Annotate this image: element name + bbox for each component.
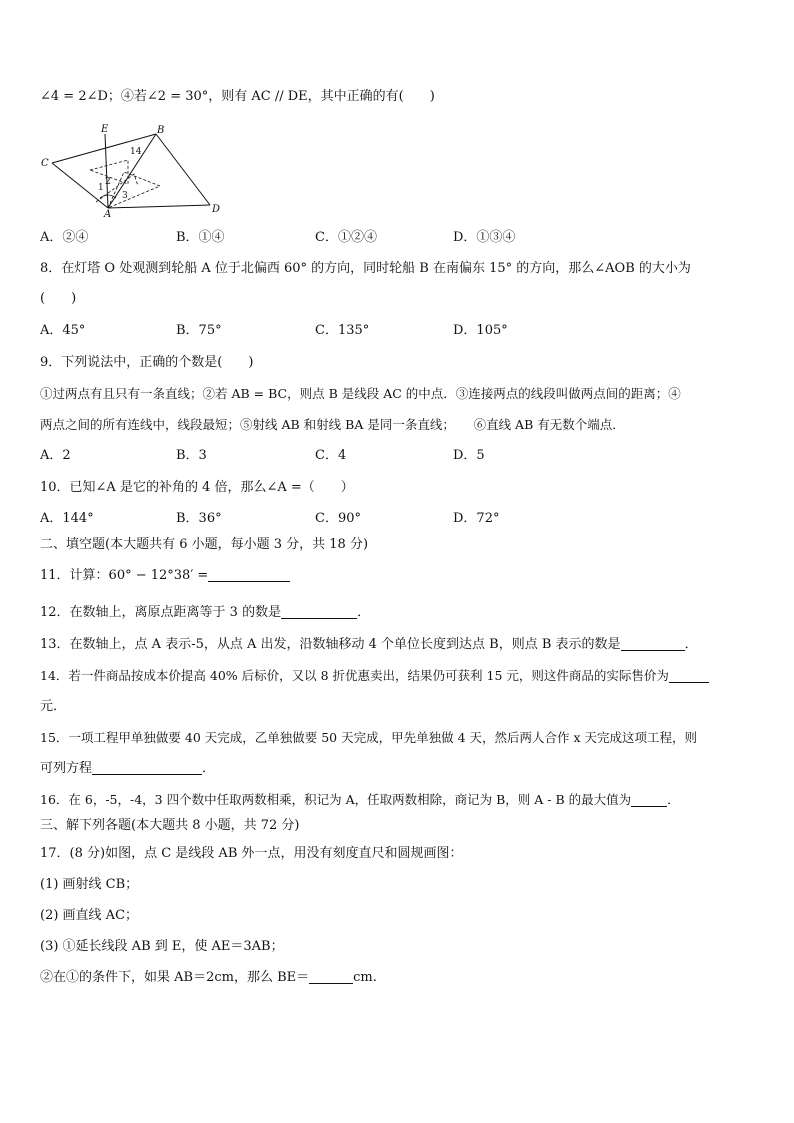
- q15-answer-blank[interactable]: [92, 760, 202, 775]
- q16-end: ．: [667, 792, 680, 807]
- label-C: C: [41, 158, 49, 169]
- q10-option-d[interactable]: D．72°: [453, 511, 500, 526]
- q8-option-a[interactable]: A．45°: [40, 323, 86, 338]
- q14-line2: 元．: [40, 699, 67, 714]
- q15-text: 可列方程: [40, 761, 93, 776]
- q15-line1: 15．一项工程甲单独做要 40 天完成，乙单独做要 50 天完成，甲先单独做 4 天，然后两人合作 x 天完成这项工程，则: [40, 730, 698, 745]
- q10-option-a[interactable]: A．144°: [40, 511, 94, 526]
- segment-AE: [105, 134, 108, 208]
- segment-AD: [108, 205, 210, 208]
- q15-line2: [40, 760, 215, 778]
- q13-answer-blank[interactable]: [621, 636, 685, 651]
- label-angle-1: 1: [98, 183, 104, 193]
- q12: [40, 604, 370, 622]
- q10-stem: 10．已知∠A 是它的补角的 4 倍，那么∠A =（ ）: [40, 480, 354, 495]
- q7-option-c[interactable]: C．①②④: [315, 230, 377, 245]
- q8-option-d[interactable]: D．105°: [453, 323, 508, 338]
- dashed-triangle-2: [108, 172, 160, 208]
- label-angle-2: 2: [105, 177, 111, 187]
- q10-option-c[interactable]: C．90°: [315, 511, 361, 526]
- q8-stem: 8．在灯塔 O 处观测到轮船 A 位于北偏西 60° 的方向，同时轮船 B 在南偏东 15° 的方向，那么∠AOB 的大小为: [40, 261, 691, 276]
- q17-part4-text: ②在①的条件下，如果 AB＝2cm，那么 BE＝: [40, 970, 310, 985]
- q11-answer-blank[interactable]: [208, 567, 290, 582]
- q11-text: 11．计算：60° − 12°38′ =: [40, 568, 209, 583]
- q17-stem: 17．(8 分)如图，点 C 是线段 AB 外一点，用没有刻度直尺和圆规画图：: [40, 846, 463, 861]
- segment-BD: [156, 134, 210, 205]
- q17-part4-end: cm.: [353, 970, 377, 985]
- q8-option-c[interactable]: C．135°: [315, 323, 370, 338]
- q16: [40, 791, 680, 809]
- q8-stem-paren: ( ): [40, 291, 77, 306]
- q12-end: ．: [357, 605, 371, 620]
- q17-part1: (1) 画射线 CB；: [40, 877, 139, 892]
- q10-option-b[interactable]: B．36°: [176, 511, 222, 526]
- q11: [40, 567, 290, 585]
- q13-end: ．: [684, 637, 698, 652]
- q17-part3: (3) ①延长线段 AB 到 E，使 AE＝3AB；: [40, 939, 284, 954]
- label-A: A: [104, 209, 112, 218]
- q13: [40, 636, 698, 654]
- q9-statements-line2: 两点之间的所有连线中，线段最短；⑤射线 AB 和射线 BA 是同一条直线； ⑥直线 AB 有无数个端点．: [40, 417, 625, 432]
- q17-part4: [40, 969, 377, 987]
- q14-answer-blank[interactable]: [669, 668, 709, 683]
- q9-statements-line1: ①过两点有且只有一条直线；②若 AB = BC，则点 B 是线段 AC 的中点．③连接两点的线段叫做两点间的距离；④: [40, 386, 681, 401]
- q14-text: 14．若一件商品按成本价提高 40% 后标价，又以 8 折优惠卖出，结果仍可获利 15 元，则这件商品的实际售价为: [40, 668, 669, 683]
- q12-text: 12．在数轴上，离原点距离等于 3 的数是: [40, 605, 282, 620]
- label-angle-14: 14: [130, 147, 142, 157]
- section-2-heading: 二、填空题(本大题共有 6 小题，每小题 3 分，共 18 分): [40, 537, 369, 552]
- q9-option-a[interactable]: A．2: [40, 448, 71, 463]
- q16-text: 16．在 6，-5，-4，3 四个数中任取两数相乘，积记为 A，任取两数相除，商记为 B，则 A - B 的最大值为: [40, 792, 632, 807]
- label-angle-3: 3: [122, 191, 128, 201]
- q16-answer-blank[interactable]: [631, 792, 667, 807]
- q17-answer-blank[interactable]: [309, 969, 353, 984]
- q17-part2: (2) 画直线 AC；: [40, 908, 139, 923]
- q8-option-b[interactable]: B．75°: [176, 323, 222, 338]
- q7-geometry-figure: [38, 122, 238, 218]
- q7-option-b[interactable]: B．①④: [176, 230, 225, 245]
- q7-stem-tail: ∠4 = 2∠D；④若∠2 = 30°，则有 AC // DE，其中正确的有( ): [40, 89, 435, 104]
- q7-option-d[interactable]: D．①③④: [453, 230, 516, 245]
- label-D: D: [212, 204, 221, 215]
- q9-stem: 9．下列说法中，正确的个数是( ): [40, 355, 254, 370]
- q15-end: ．: [202, 761, 216, 776]
- q9-option-c[interactable]: C．4: [315, 448, 347, 463]
- q14-line1: [40, 667, 709, 685]
- q7-option-a[interactable]: A．②④: [40, 230, 89, 245]
- label-B: B: [157, 125, 165, 136]
- section-3-heading: 三、解下列各题(本大题共 8 小题，共 72 分): [40, 818, 300, 833]
- q12-answer-blank[interactable]: [281, 604, 357, 619]
- q9-option-d[interactable]: D．5: [453, 448, 485, 463]
- label-E: E: [101, 124, 109, 135]
- q13-text: 13．在数轴上，点 A 表示-5，从点 A 出发，沿数轴移动 4 个单位长度到达点 B，则点 B 表示的数是: [40, 637, 621, 652]
- q9-option-b[interactable]: B．3: [176, 448, 207, 463]
